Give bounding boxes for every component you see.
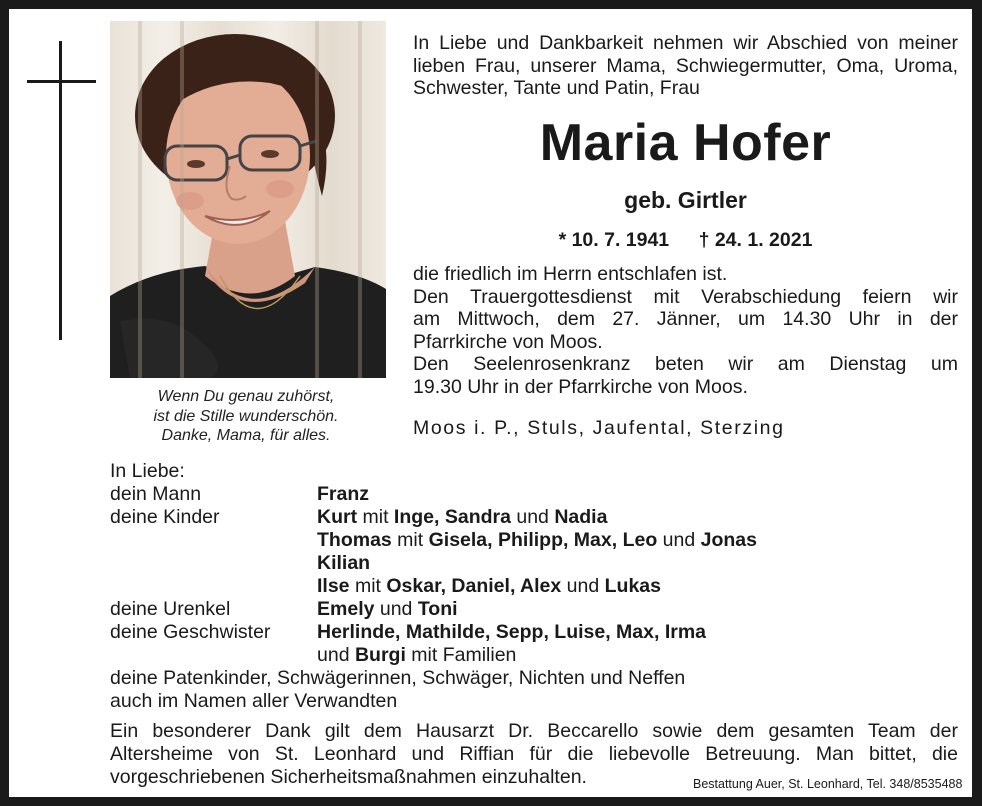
great-grandchildren-line: Emely und Toni — [317, 598, 458, 620]
life-dates — [413, 228, 958, 252]
siblings-line: und Burgi mit Familien — [317, 644, 517, 666]
maiden-name: geb. Girtler — [624, 187, 747, 213]
thanks-line: Ein besonderer Dank gilt dem Hausarzt Dr. Beccarello sowie dem gesamten Team der — [110, 720, 958, 742]
caption-line: ist die Stille wunderschön. — [153, 407, 339, 425]
children-line: Kilian — [317, 552, 371, 574]
service-info — [413, 263, 958, 398]
portrait-figure — [110, 21, 386, 378]
photo-caption — [112, 387, 380, 446]
mourners-list — [110, 460, 960, 713]
thanks-line: Altersheime von St. Leonhard und Riffian für die liebevolle Betreuung. Man bittet, die — [110, 743, 958, 765]
body-line: Pfarrkirche von Moos. — [413, 330, 603, 353]
portrait-photo — [110, 21, 386, 378]
siblings-line: Herlinde, Mathilde, Sepp, Luise, Max, Irma — [317, 621, 707, 643]
caption-line: Danke, Mama, für alles. — [161, 427, 331, 444]
mourner-name: Franz — [317, 483, 370, 505]
birth-date: * 10. 7. 1941 — [558, 229, 670, 251]
thanks-line: vorgeschriebenen Sicherheitsmaßnahmen einzuhalten. — [110, 766, 587, 788]
undertaker-credit: Bestattung Auer, St. Leonhard, Tel. 348/8535488 — [693, 777, 963, 791]
mourners-heading: In Liebe: — [110, 460, 185, 482]
body-line: die friedlich im Herrn entschlafen ist. — [413, 263, 728, 285]
children-line: Ilse mit Oskar, Daniel, Alex und Lukas — [317, 575, 661, 597]
caption-line: Wenn Du genau zuhörst, — [157, 388, 335, 405]
children-line: Thomas mit Gisela, Philipp, Max, Leo und Jonas — [317, 529, 757, 551]
deceased-name: Maria Hofer — [539, 114, 832, 172]
children-line: Kurt mit Inge, Sandra und Nadia — [317, 506, 608, 528]
relation-label: dein Mann — [110, 483, 202, 505]
others-line: auch im Namen aller Verwandten — [110, 690, 398, 712]
body-line: Den Seelenrosenkranz beten wir am Dienstag um — [413, 353, 958, 375]
places-line: Moos i. P., Stuls, Jaufental, Sterzing — [413, 417, 785, 439]
body-line: am Mittwoch, dem 27. Jänner, um 14.30 Uhr in der — [413, 308, 958, 330]
relation-label: deine Kinder — [110, 506, 220, 528]
death-date: † 24. 1. 2021 — [698, 229, 813, 251]
others-line: deine Patenkinder, Schwägerinnen, Schwäger, Nichten und Neffen — [110, 667, 686, 689]
body-line: 19.30 Uhr in der Pfarrkirche von Moos. — [413, 375, 748, 398]
intro-text: In Liebe und Dankbarkeit nehmen wir Abschied von meiner lieben Frau, unserer Mama, Schwiegermutter, Oma, Uroma, Schwester, Tante und Patin, Frau — [413, 32, 958, 99]
cross-icon — [59, 41, 62, 340]
relation-label: deine Urenkel — [110, 598, 231, 620]
body-line: Den Trauergottesdienst mit Verabschiedung feiern wir — [413, 285, 958, 308]
cross-icon-bar — [27, 80, 96, 83]
relation-label: deine Geschwister — [110, 621, 271, 643]
